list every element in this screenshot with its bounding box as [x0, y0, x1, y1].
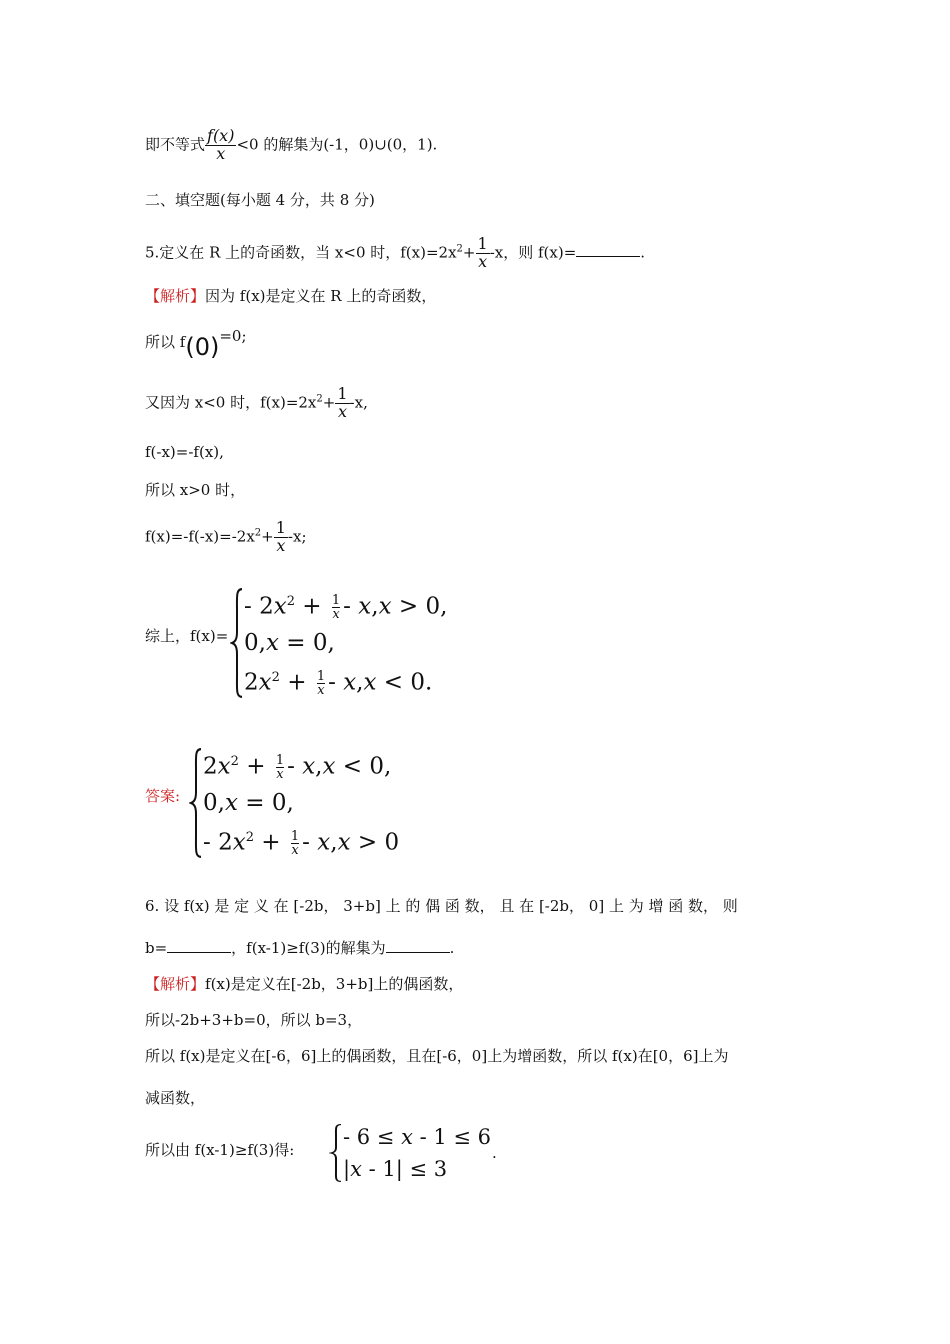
t: + [238, 753, 273, 780]
text: f(x)=-f(-x)=-2x [145, 527, 255, 546]
sup: 2 [230, 754, 239, 769]
numerator: 1 [337, 384, 348, 403]
var: x [217, 753, 231, 780]
var: x [317, 829, 331, 856]
text: 即不等式 [145, 135, 206, 154]
solution-6-line-4: 减函数， [145, 1089, 206, 1107]
answer-blank [576, 242, 640, 257]
t: - 2 [244, 593, 274, 620]
answer-label: 答案: [145, 787, 181, 805]
var: x [224, 790, 238, 816]
system-row-2 [343, 1156, 491, 1182]
solution-5-line-4: f(-x)=-f(x), [145, 443, 224, 461]
system-row-1 [343, 1124, 491, 1150]
solution-5-line-5: 所以 x>0 时， [145, 481, 246, 499]
t: < 0, [335, 753, 392, 780]
denominator: x [216, 143, 226, 163]
numerator: 1 [316, 668, 326, 684]
piecewise-rows [203, 748, 399, 858]
fraction [332, 594, 340, 622]
t: 0, [203, 790, 225, 816]
t: , [356, 669, 364, 696]
var: x [350, 1157, 362, 1181]
denominator: x [332, 607, 340, 623]
var: x [232, 829, 246, 856]
numerator: 1 [275, 518, 286, 537]
text: =0; [219, 327, 247, 345]
numerator: 1 [290, 828, 300, 844]
period: . [492, 1144, 497, 1162]
text: ，f(x-1)≥f(3)的解集为 [231, 939, 386, 957]
numerator: f(x) [207, 126, 235, 145]
var: x [337, 829, 351, 856]
t: > 0 [350, 829, 400, 856]
t: , [315, 753, 323, 780]
t: - 1| ≤ 3 [361, 1157, 448, 1181]
solution-5-line-2 [145, 326, 247, 361]
denominator: x [337, 401, 347, 421]
left-brace [329, 1124, 343, 1182]
summary-piecewise [230, 588, 447, 698]
superscript: 2 [254, 527, 262, 539]
t: - 1 ≤ 6 [412, 1125, 492, 1149]
denominator: x [276, 535, 286, 555]
fraction [276, 754, 284, 782]
var: x [378, 593, 392, 620]
var: x [302, 753, 316, 780]
numerator: 1 [477, 234, 488, 253]
t: , [371, 593, 379, 620]
solution-5-line-6 [145, 520, 307, 555]
var: x [343, 669, 357, 696]
t: + [279, 669, 314, 696]
var: x [358, 593, 372, 620]
text: -x, [349, 393, 368, 412]
analysis-tag: 【解析】 [145, 975, 206, 993]
question-5 [145, 236, 645, 271]
fraction [335, 386, 349, 421]
text: <0 的解集为(-1，0)∪(0，1). [236, 135, 438, 154]
left-brace [230, 588, 244, 698]
text: 又因为 x<0 时，f(x)=2x [145, 393, 317, 412]
text: . [640, 243, 646, 262]
question-6-line-1: 6. 设 f(x) 是 定 义 在 [-2b， 3+b] 上 的 偶 函 数， 且 在 [-2b， 0] 上 为 增 函 数， 则 [145, 897, 738, 915]
fraction [291, 830, 299, 858]
piecewise-rows [244, 588, 447, 698]
var: x [322, 753, 336, 780]
denominator: x [291, 843, 299, 859]
solution-6-line-3: 所以 f(x)是定义在[-6，6]上的偶函数，且在[-6，0]上为增函数，所以 f(x)在[0，6]上为 [145, 1047, 729, 1065]
t: > 0, [391, 593, 448, 620]
fraction [274, 520, 288, 555]
t: - 6 ≤ [343, 1125, 402, 1149]
fraction [476, 236, 490, 271]
answer-blank [167, 938, 231, 953]
t: 0, [244, 630, 266, 656]
text: + [261, 527, 274, 546]
t: + [294, 593, 329, 620]
var: x [401, 1125, 413, 1149]
t: - [287, 753, 303, 780]
question-6-line-2 [145, 938, 454, 958]
answer-piecewise [189, 748, 399, 858]
piecewise-row-2 [203, 789, 399, 817]
text: 5.定义在 R 上的奇函数，当 x<0 时，f(x)=2x [145, 243, 457, 262]
numerator: 1 [331, 592, 341, 608]
var: x [363, 669, 377, 696]
t: - [302, 829, 318, 856]
denominator: x [478, 251, 488, 271]
text: f(x)是定义在[-2b，3+b]上的偶函数， [205, 975, 464, 993]
solution-5-line-1 [145, 286, 436, 306]
text: . [449, 939, 455, 957]
sup: 2 [286, 594, 295, 609]
t: | [343, 1157, 351, 1181]
numerator: 1 [275, 752, 285, 768]
text: + [322, 393, 336, 412]
sup: 2 [245, 830, 254, 846]
t: - [328, 669, 344, 696]
system-rows [343, 1124, 491, 1182]
sup: 2 [271, 670, 280, 686]
line-inequality-solution [145, 128, 437, 163]
text: 所以 f [145, 333, 186, 351]
t: - [343, 593, 359, 620]
text: -x，则 f(x)= [489, 243, 577, 262]
t: 2 [244, 669, 259, 696]
superscript: 2 [316, 393, 323, 405]
text: b= [145, 939, 168, 957]
solution-6-line-5: 所以由 f(x-1)≥f(3)得: [145, 1141, 295, 1159]
solution-6-line-1 [145, 974, 463, 994]
t: = 0, [278, 630, 335, 656]
t: , [330, 829, 338, 856]
denominator: x [276, 767, 284, 783]
piecewise-row-2 [244, 629, 447, 657]
var: x [265, 630, 279, 656]
text: (0) [185, 333, 220, 361]
text: -x; [287, 527, 307, 546]
left-brace [189, 748, 203, 858]
piecewise-row-3 [244, 664, 447, 698]
inequality-system [329, 1124, 497, 1182]
analysis-tag: 【解析】 [145, 287, 206, 305]
t: < 0. [376, 669, 433, 696]
t: 2 [203, 753, 218, 780]
t: = 0, [237, 790, 294, 816]
fraction [317, 670, 325, 698]
piecewise-row-3 [203, 824, 399, 858]
denominator: x [317, 683, 325, 699]
t: - 2 [203, 829, 233, 856]
superscript: 2 [456, 243, 463, 255]
answer-blank [386, 938, 450, 953]
summary-label: 综上，f(x)= [145, 627, 229, 645]
section-heading: 二、填空题(每小题 4 分，共 8 分) [145, 191, 375, 209]
text: 因为 f(x)是定义在 R 上的奇函数， [205, 287, 437, 305]
var: x [258, 669, 272, 696]
piecewise-row-1 [203, 748, 399, 782]
text: + [462, 243, 476, 262]
t: + [253, 829, 288, 856]
piecewise-row-1 [244, 588, 447, 622]
solution-5-line-3 [145, 386, 368, 421]
solution-6-line-2: 所以-2b+3+b=0，所以 b=3， [145, 1011, 363, 1029]
fraction [205, 128, 236, 163]
var: x [273, 593, 287, 620]
